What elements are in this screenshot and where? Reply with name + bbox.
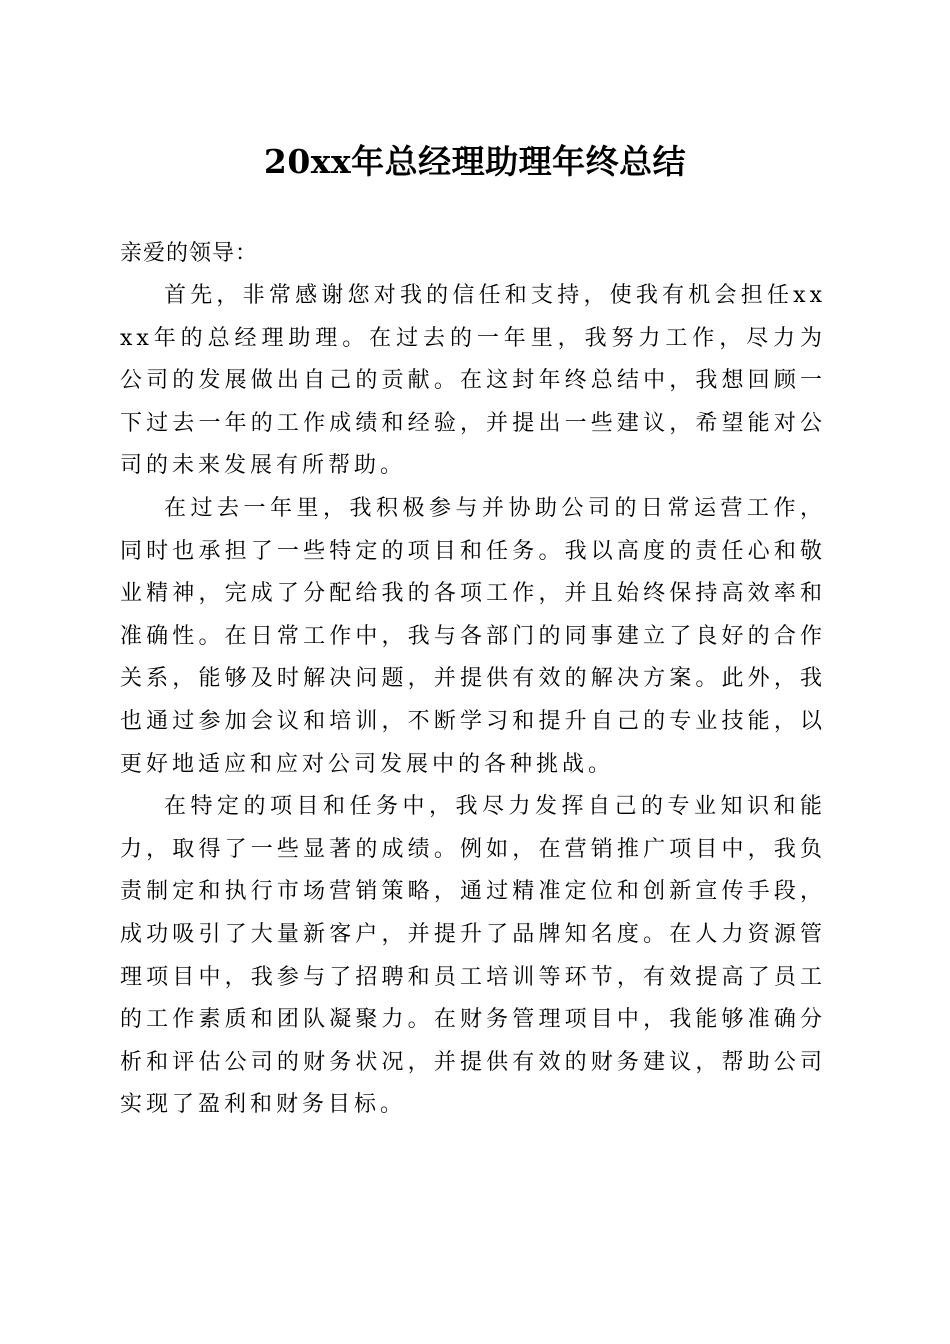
paragraph-3: 在特定的项目和任务中，我尽力发挥自己的专业知识和能力，取得了一些显著的成绩。例如，在营销推广项目中，我负责制定和执行市场营销策略，通过精准定位和创新宣传手段，成功吸引了大量新客户，并提升了品牌知名度。在人力资源管理项目中，我参与了招聘和员工培训等环节，有效提高了员工的工作素质和团队凝聚力。在财务管理项目中，我能够准确分析和评估公司的财务状况，并提供有效的财务建议，帮助公司实现了盈利和财务目标。 <box>120 794 826 1118</box>
paragraph-2: 在过去一年里，我积极参与并协助公司的日常运营工作，同时也承担了一些特定的项目和任务。我以高度的责任心和敬业精神，完成了分配给我的各项工作，并且始终保持高效率和准确性。在日常工作中，我与各部门的同事建立了良好的合作关系，能够及时解决问题，并提供有效的解决方案。此外，我也通过参加会议和培训，不断学习和提升自己的专业技能，以更好地适应和应对公司发展中的各种挑战。 <box>120 495 826 777</box>
salutation: 亲爱的领导： <box>120 241 259 266</box>
document-body <box>120 233 826 1127</box>
document-title: 20xx年总经理助理年终总结 <box>263 142 687 181</box>
paragraph-1: 首先，非常感谢您对我的信任和支持，使我有机会担任xxxx年的总经理助理。在过去的一年里，我努力工作，尽力为公司的发展做出自己的贡献。在这封年终总结中，我想回顾一下过去一年的工作成绩和经验，并提出一些建议，希望能对公司的未来发展有所帮助。 <box>120 283 826 479</box>
